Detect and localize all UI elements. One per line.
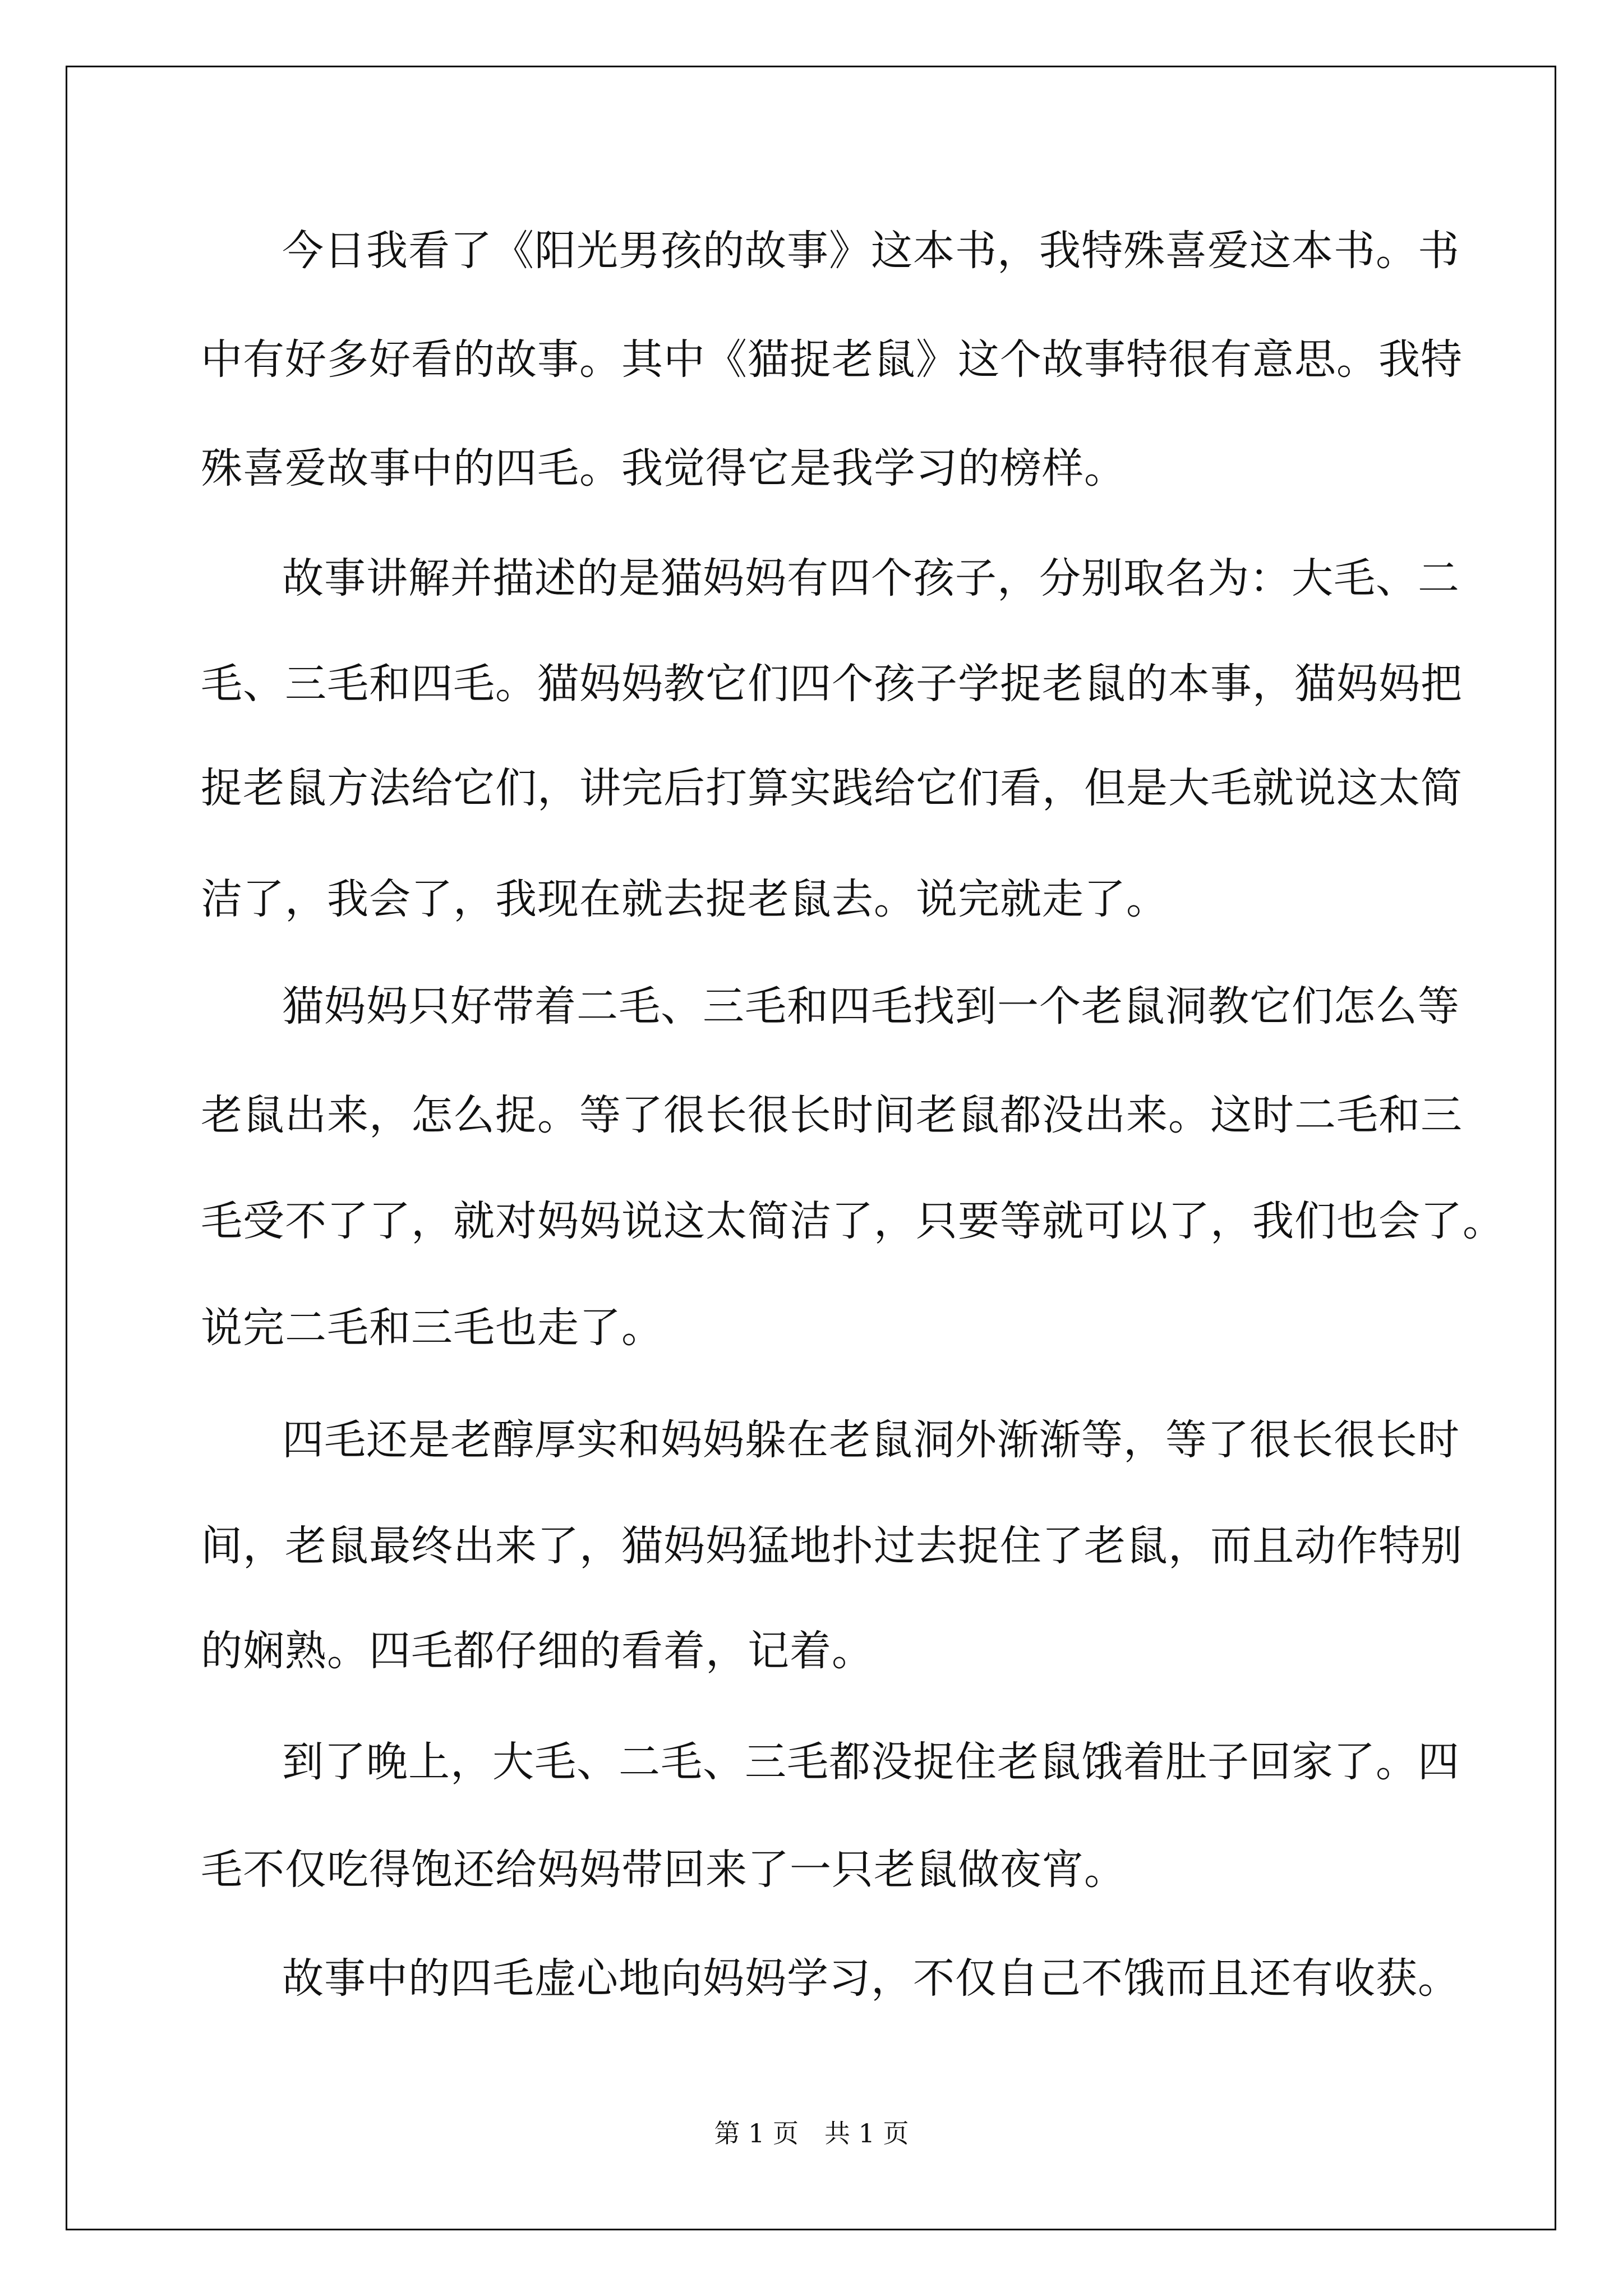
paragraph-1-line-3: 殊喜爱故事中的四毛。我觉得它是我学习的榜样。 [201,444,1126,493]
paragraph-3-line-2: 老鼠出来，怎么捉。等了很长很长时间老鼠都没出来。这时二毛和三 [201,1091,1463,1139]
paragraph-3-line-3: 毛受不了了，就对妈妈说这太简洁了，只要等就可以了，我们也会了。 [201,1197,1505,1245]
paragraph-4-line-1: 四毛还是老醇厚实和妈妈躲在老鼠洞外渐渐等，等了很长很长时 [282,1416,1460,1464]
paragraph-3-line-1: 猫妈妈只好带着二毛、三毛和四毛找到一个老鼠洞教它们怎么等 [282,982,1460,1030]
paragraph-1-line-2: 中有好多好看的故事。其中《猫捉老鼠》这个故事特很有意思。我特 [201,335,1463,384]
page-number-footer: 第 1 页 共 1 页 [714,2118,909,2148]
paragraph-4-line-3: 的娴熟。四毛都仔细的看着，记着。 [201,1627,874,1675]
paragraph-3-line-4: 说完二毛和三毛也走了。 [201,1304,663,1352]
paragraph-2-line-2: 毛、三毛和四毛。猫妈妈教它们四个孩子学捉老鼠的本事，猫妈妈把 [201,660,1463,708]
paragraph-1-line-1: 今日我看了《阳光男孩的故事》这本书，我特殊喜爱这本书。书 [282,227,1460,275]
paragraph-6-line-1: 故事中的四毛虚心地向妈妈学习，不仅自己不饿而且还有收获。 [282,1954,1460,2003]
paragraph-2-line-1: 故事讲解并描述的是猫妈妈有四个孩子，分别取名为：大毛、二 [282,554,1460,602]
paragraph-5-line-1: 到了晚上，大毛、二毛、三毛都没捉住老鼠饿着肚子回家了。四 [282,1738,1460,1786]
paragraph-2-line-3: 捉老鼠方法给它们，讲完后打算实践给它们看，但是大毛就说这太简 [201,764,1463,812]
page-border [66,66,1556,2230]
paragraph-2-line-4: 洁了，我会了，我现在就去捉老鼠去。说完就走了。 [201,875,1168,923]
paragraph-5-line-2: 毛不仅吃得饱还给妈妈带回来了一只老鼠做夜宵。 [201,1846,1126,1894]
paragraph-4-line-2: 间，老鼠最终出来了，猫妈妈猛地扑过去捉住了老鼠，而且动作特别 [201,1522,1463,1570]
